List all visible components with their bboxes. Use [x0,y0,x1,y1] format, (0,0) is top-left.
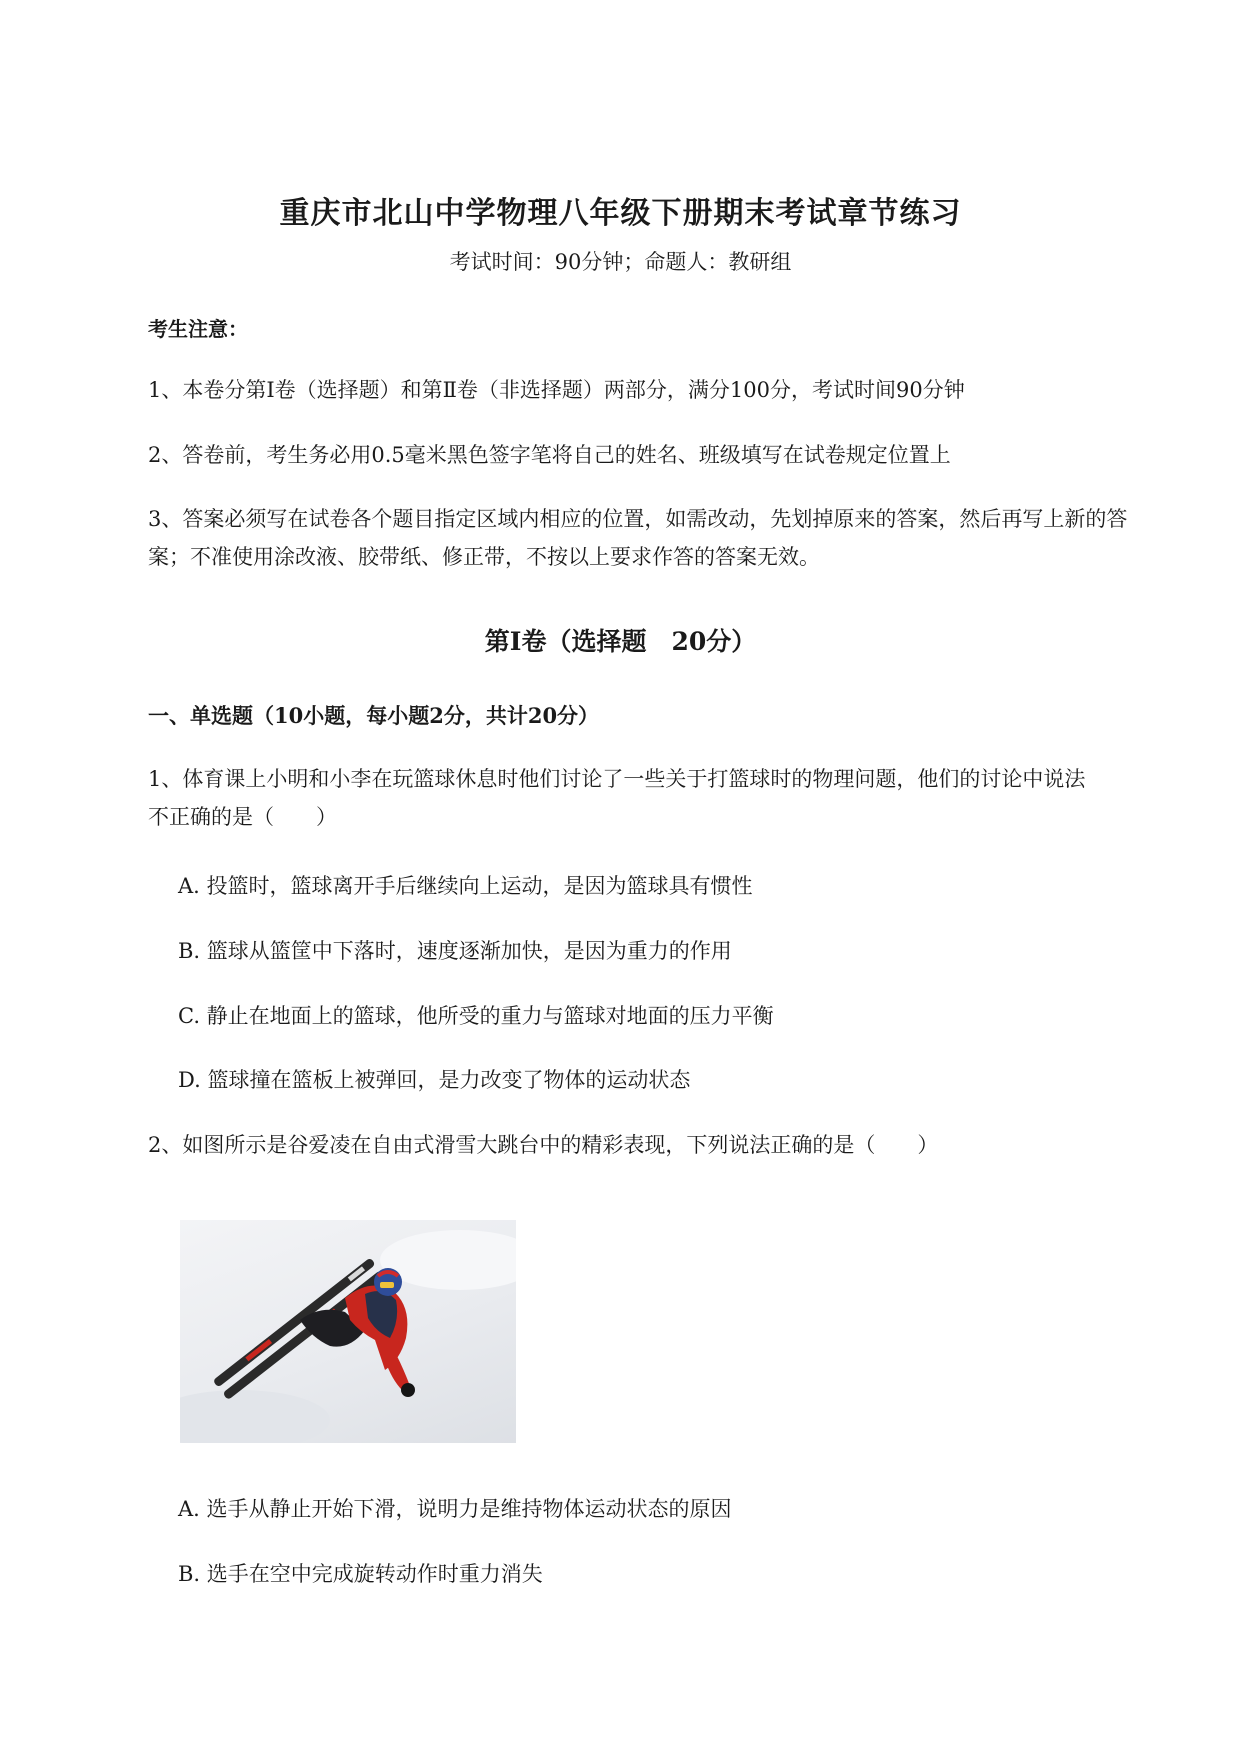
question-1-option-d: D. 篮球撞在篮板上被弹回，是力改变了物体的运动状态 [178,1068,691,1092]
page-title: 重庆市北山中学物理八年级下册期末考试章节练习 [279,196,962,231]
skier-goggles [380,1282,394,1288]
question-2-option-b: B. 选手在空中完成旋转动作时重力消失 [178,1562,543,1586]
question-2-option-a: A. 选手从静止开始下滑，说明力是维持物体运动状态的原因 [178,1497,732,1521]
question-1-stem-line2: 不正确的是（ ） [148,805,337,829]
snow-shadow [180,1390,330,1443]
notice-heading: 考生注意： [148,317,248,341]
skier-glove [401,1383,415,1397]
part-heading: 一、单选题（10小题，每小题2分，共计20分） [148,703,600,728]
question-2-stem: 2、如图所示是谷爱凌在自由式滑雪大跳台中的精彩表现，下列说法正确的是（ ） [148,1133,939,1157]
notice-item-1: 1、本卷分第I卷（选择题）和第Ⅱ卷（非选择题）两部分，满分100分，考试时间90分钟 [148,378,965,402]
exam-info: 考试时间：90分钟；命题人：教研组 [449,250,792,274]
question-1-stem-line1: 1、体育课上小明和小李在玩篮球休息时他们讨论了一些关于打篮球时的物理问题，他们的讨论中说法 [148,767,1086,791]
question-1-option-a: A. 投篮时，篮球离开手后继续向上运动，是因为篮球具有惯性 [178,874,753,898]
question-1-option-c: C. 静止在地面上的篮球，他所受的重力与篮球对地面的压力平衡 [178,1004,774,1028]
question-1-option-b: B. 篮球从篮筐中下落时，速度逐渐加快，是因为重力的作用 [178,939,732,963]
skier-photo [180,1220,516,1443]
skier-illustration [180,1220,516,1443]
notice-item-3: 3、答案必须写在试卷各个题目指定区域内相应的位置，如需改动，先划掉原来的答案，然后再写上新的答案；不准使用涂改液、胶带纸、修正带，不按以上要求作答的答案无效。 [148,507,1128,569]
section-title: 第I卷（选择题 20分） [484,627,757,656]
notice-item-2: 2、答卷前，考生务必用0.5毫米黑色签字笔将自己的姓名、班级填写在试卷规定位置上 [148,443,951,467]
